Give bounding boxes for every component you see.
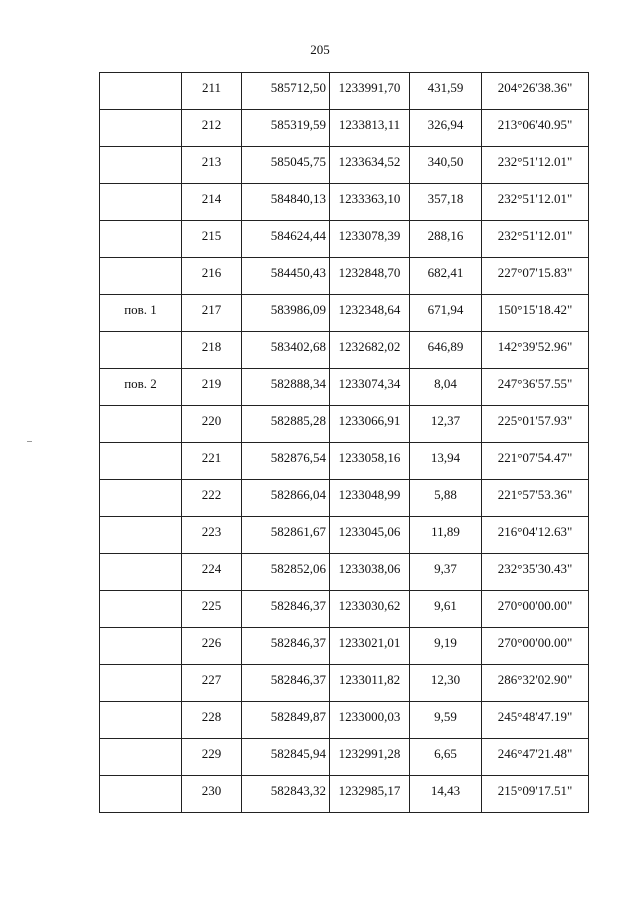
x-coordinate-cell-text: 582846,37 (270, 598, 326, 613)
angle-cell (482, 258, 589, 295)
point-number-cell (182, 221, 242, 258)
y-coordinate-cell-text: 1233030,62 (338, 598, 401, 613)
y-coordinate-cell (330, 554, 410, 591)
turn-label-cell (100, 406, 182, 443)
turn-label-cell-text: пов. 2 (124, 376, 157, 391)
length-cell-text: 326,94 (427, 117, 464, 132)
length-cell (410, 295, 482, 332)
turn-label-cell (100, 591, 182, 628)
angle-cell (482, 295, 589, 332)
x-coordinate-cell (242, 369, 330, 406)
length-cell-text: 646,89 (427, 339, 464, 354)
table-row (100, 480, 589, 517)
angle-cell-text: 286°32'02.90" (497, 672, 573, 687)
y-coordinate-cell-text: 1233058,16 (338, 450, 401, 465)
x-coordinate-cell-text: 582846,37 (270, 672, 326, 687)
table-row (100, 702, 589, 739)
angle-cell (482, 147, 589, 184)
table-row (100, 665, 589, 702)
angle-cell-text: 221°57'53.36" (497, 487, 573, 502)
length-cell-text: 288,16 (427, 228, 464, 243)
point-number-cell (182, 665, 242, 702)
turn-label-cell (100, 147, 182, 184)
table-row (100, 776, 589, 813)
point-number-cell (182, 110, 242, 147)
angle-cell-text: 246°47'21.48" (497, 746, 573, 761)
table-row (100, 554, 589, 591)
y-coordinate-cell (330, 517, 410, 554)
x-coordinate-cell-text: 584624,44 (270, 228, 326, 243)
angle-cell-text: 232°51'12.01" (497, 228, 573, 243)
x-coordinate-cell (242, 295, 330, 332)
length-cell (410, 591, 482, 628)
point-number-cell-text: 228 (201, 709, 222, 724)
angle-cell (482, 332, 589, 369)
angle-cell (482, 221, 589, 258)
y-coordinate-cell (330, 258, 410, 295)
table-row (100, 221, 589, 258)
x-coordinate-cell (242, 73, 330, 110)
angle-cell-text: 213°06'40.95" (497, 117, 573, 132)
point-number-cell (182, 776, 242, 813)
turn-label-cell (100, 443, 182, 480)
y-coordinate-cell-text: 1232991,28 (338, 746, 401, 761)
x-coordinate-cell (242, 591, 330, 628)
point-number-cell-text: 213 (201, 154, 222, 169)
x-coordinate-cell-text: 585712,50 (270, 80, 326, 95)
turn-label-cell (100, 184, 182, 221)
x-coordinate-cell (242, 443, 330, 480)
table-row (100, 443, 589, 480)
length-cell (410, 406, 482, 443)
x-coordinate-cell-text: 583986,09 (270, 302, 326, 317)
angle-cell (482, 406, 589, 443)
turn-label-cell (100, 739, 182, 776)
y-coordinate-cell (330, 147, 410, 184)
x-coordinate-cell (242, 702, 330, 739)
angle-cell (482, 591, 589, 628)
angle-cell-text: 270°00'00.00" (497, 598, 573, 613)
turn-label-cell (100, 776, 182, 813)
y-coordinate-cell (330, 406, 410, 443)
coordinates-table (99, 72, 589, 813)
table-row (100, 369, 589, 406)
y-coordinate-cell-text: 1232682,02 (338, 339, 401, 354)
y-coordinate-cell-text: 1233048,99 (338, 487, 401, 502)
x-coordinate-cell (242, 406, 330, 443)
y-coordinate-cell (330, 480, 410, 517)
table-row (100, 258, 589, 295)
y-coordinate-cell-text: 1233363,10 (338, 191, 401, 206)
x-coordinate-cell-text: 582888,34 (270, 376, 326, 391)
x-coordinate-cell-text: 583402,68 (270, 339, 326, 354)
y-coordinate-cell (330, 295, 410, 332)
x-coordinate-cell (242, 628, 330, 665)
point-number-cell-text: 220 (201, 413, 222, 428)
table-row (100, 147, 589, 184)
x-coordinate-cell-text: 582843,32 (270, 783, 326, 798)
length-cell (410, 73, 482, 110)
length-cell (410, 554, 482, 591)
angle-cell-text: 204°26'38.36" (497, 80, 573, 95)
x-coordinate-cell-text: 585319,59 (270, 117, 326, 132)
turn-label-cell (100, 332, 182, 369)
angle-cell (482, 110, 589, 147)
length-cell (410, 258, 482, 295)
point-number-cell (182, 702, 242, 739)
y-coordinate-cell-text: 1233045,06 (338, 524, 401, 539)
angle-cell (482, 73, 589, 110)
y-coordinate-cell-text: 1233078,39 (338, 228, 401, 243)
turn-label-cell (100, 480, 182, 517)
y-coordinate-cell (330, 73, 410, 110)
length-cell (410, 517, 482, 554)
y-coordinate-cell-text: 1233991,70 (338, 80, 401, 95)
angle-cell-text: 232°51'12.01" (497, 154, 573, 169)
length-cell-text: 9,61 (434, 598, 457, 613)
x-coordinate-cell-text: 582866,04 (270, 487, 326, 502)
y-coordinate-cell-text: 1233074,34 (338, 376, 401, 391)
angle-cell-text: 245°48'47.19" (497, 709, 573, 724)
angle-cell (482, 665, 589, 702)
margin-mark (27, 441, 32, 442)
x-coordinate-cell (242, 147, 330, 184)
x-coordinate-cell (242, 776, 330, 813)
turn-label-cell-text: пов. 1 (124, 302, 157, 317)
page-number: 205 (310, 42, 330, 57)
table-row (100, 591, 589, 628)
point-number-cell-text: 224 (201, 561, 222, 576)
table-row (100, 110, 589, 147)
length-cell-text: 12,37 (430, 413, 461, 428)
point-number-cell (182, 369, 242, 406)
point-number-cell-text: 214 (201, 191, 222, 206)
x-coordinate-cell (242, 739, 330, 776)
length-cell-text: 6,65 (434, 746, 457, 761)
point-number-cell (182, 443, 242, 480)
y-coordinate-cell-text: 1233634,52 (338, 154, 401, 169)
angle-cell-text: 270°00'00.00" (497, 635, 573, 650)
length-cell-text: 8,04 (434, 376, 457, 391)
length-cell (410, 443, 482, 480)
length-cell-text: 9,59 (434, 709, 457, 724)
turn-label-cell (100, 369, 182, 406)
point-number-cell (182, 628, 242, 665)
length-cell (410, 147, 482, 184)
x-coordinate-cell (242, 184, 330, 221)
length-cell (410, 739, 482, 776)
angle-cell-text: 232°35'30.43" (497, 561, 573, 576)
angle-cell (482, 776, 589, 813)
point-number-cell (182, 554, 242, 591)
y-coordinate-cell (330, 184, 410, 221)
point-number-cell (182, 295, 242, 332)
point-number-cell-text: 226 (201, 635, 222, 650)
x-coordinate-cell (242, 517, 330, 554)
length-cell (410, 665, 482, 702)
point-number-cell-text: 229 (201, 746, 222, 761)
length-cell-text: 12,30 (430, 672, 461, 687)
table-row (100, 739, 589, 776)
y-coordinate-cell (330, 776, 410, 813)
y-coordinate-cell-text: 1233813,11 (338, 117, 401, 132)
y-coordinate-cell-text: 1233011,82 (338, 672, 401, 687)
y-coordinate-cell-text: 1233066,91 (338, 413, 401, 428)
point-number-cell-text: 230 (201, 783, 222, 798)
point-number-cell (182, 591, 242, 628)
y-coordinate-cell (330, 665, 410, 702)
x-coordinate-cell-text: 582876,54 (270, 450, 326, 465)
y-coordinate-cell-text: 1233038,06 (338, 561, 401, 576)
x-coordinate-cell-text: 582845,94 (270, 746, 326, 761)
point-number-cell-text: 222 (201, 487, 222, 502)
turn-label-cell (100, 258, 182, 295)
x-coordinate-cell-text: 585045,75 (270, 154, 326, 169)
point-number-cell-text: 223 (201, 524, 222, 539)
x-coordinate-cell-text: 582849,87 (270, 709, 326, 724)
point-number-cell-text: 216 (201, 265, 222, 280)
turn-label-cell (100, 554, 182, 591)
x-coordinate-cell (242, 332, 330, 369)
y-coordinate-cell (330, 591, 410, 628)
angle-cell-text: 142°39'52.96" (497, 339, 573, 354)
turn-label-cell (100, 702, 182, 739)
angle-cell-text: 227°07'15.83" (497, 265, 573, 280)
table-row (100, 332, 589, 369)
y-coordinate-cell-text: 1233000,03 (338, 709, 401, 724)
y-coordinate-cell (330, 739, 410, 776)
angle-cell-text: 232°51'12.01" (497, 191, 573, 206)
x-coordinate-cell (242, 110, 330, 147)
x-coordinate-cell (242, 221, 330, 258)
angle-cell (482, 369, 589, 406)
table-row (100, 517, 589, 554)
length-cell-text: 340,50 (427, 154, 464, 169)
x-coordinate-cell (242, 480, 330, 517)
angle-cell (482, 702, 589, 739)
y-coordinate-cell (330, 110, 410, 147)
turn-label-cell (100, 295, 182, 332)
angle-cell (482, 517, 589, 554)
turn-label-cell (100, 517, 182, 554)
point-number-cell-text: 221 (201, 450, 222, 465)
length-cell-text: 14,43 (430, 783, 461, 798)
y-coordinate-cell (330, 369, 410, 406)
point-number-cell (182, 739, 242, 776)
y-coordinate-cell (330, 221, 410, 258)
x-coordinate-cell-text: 582861,67 (270, 524, 326, 539)
turn-label-cell (100, 665, 182, 702)
point-number-cell (182, 184, 242, 221)
angle-cell (482, 554, 589, 591)
length-cell-text: 9,19 (434, 635, 457, 650)
length-cell-text: 9,37 (434, 561, 457, 576)
angle-cell-text: 225°01'57.93" (497, 413, 573, 428)
length-cell-text: 357,18 (427, 191, 464, 206)
table-row (100, 295, 589, 332)
angle-cell-text: 150°15'18.42" (497, 302, 573, 317)
angle-cell-text: 216°04'12.63" (497, 524, 573, 539)
y-coordinate-cell (330, 628, 410, 665)
point-number-cell-text: 212 (201, 117, 222, 132)
y-coordinate-cell-text: 1232985,17 (338, 783, 401, 798)
length-cell-text: 13,94 (430, 450, 461, 465)
point-number-cell-text: 211 (201, 80, 222, 95)
point-number-cell-text: 217 (201, 302, 222, 317)
table-row (100, 184, 589, 221)
length-cell (410, 628, 482, 665)
angle-cell (482, 628, 589, 665)
length-cell (410, 332, 482, 369)
length-cell (410, 369, 482, 406)
length-cell (410, 702, 482, 739)
angle-cell-text: 221°07'54.47" (497, 450, 573, 465)
point-number-cell (182, 258, 242, 295)
point-number-cell (182, 332, 242, 369)
x-coordinate-cell (242, 665, 330, 702)
angle-cell (482, 480, 589, 517)
length-cell (410, 480, 482, 517)
length-cell-text: 671,94 (427, 302, 464, 317)
point-number-cell-text: 225 (201, 598, 222, 613)
angle-cell (482, 443, 589, 480)
table-row (100, 628, 589, 665)
point-number-cell (182, 147, 242, 184)
angle-cell (482, 739, 589, 776)
point-number-cell (182, 73, 242, 110)
point-number-cell (182, 517, 242, 554)
angle-cell-text: 215°09'17.51" (497, 783, 573, 798)
x-coordinate-cell-text: 582852,06 (270, 561, 326, 576)
angle-cell-text: 247°36'57.55" (497, 376, 573, 391)
x-coordinate-cell (242, 258, 330, 295)
length-cell-text: 5,88 (434, 487, 457, 502)
point-number-cell (182, 480, 242, 517)
angle-cell (482, 184, 589, 221)
y-coordinate-cell (330, 702, 410, 739)
y-coordinate-cell-text: 1232848,70 (338, 265, 401, 280)
length-cell (410, 776, 482, 813)
length-cell-text: 682,41 (427, 265, 464, 280)
length-cell (410, 184, 482, 221)
table-row (100, 73, 589, 110)
x-coordinate-cell-text: 582885,28 (270, 413, 326, 428)
x-coordinate-cell-text: 584840,13 (270, 191, 326, 206)
table-row (100, 406, 589, 443)
point-number-cell-text: 227 (201, 672, 222, 687)
coordinates-table-body (100, 73, 589, 813)
turn-label-cell (100, 110, 182, 147)
turn-label-cell (100, 221, 182, 258)
y-coordinate-cell (330, 332, 410, 369)
length-cell-text: 431,59 (427, 80, 464, 95)
y-coordinate-cell-text: 1233021,01 (338, 635, 401, 650)
length-cell-text: 11,89 (431, 524, 460, 539)
y-coordinate-cell-text: 1232348,64 (338, 302, 401, 317)
x-coordinate-cell (242, 554, 330, 591)
x-coordinate-cell-text: 584450,43 (270, 265, 326, 280)
y-coordinate-cell (330, 443, 410, 480)
point-number-cell-text: 219 (201, 376, 222, 391)
point-number-cell-text: 215 (201, 228, 222, 243)
point-number-cell (182, 406, 242, 443)
turn-label-cell (100, 628, 182, 665)
length-cell (410, 221, 482, 258)
point-number-cell-text: 218 (201, 339, 222, 354)
turn-label-cell (100, 73, 182, 110)
length-cell (410, 110, 482, 147)
x-coordinate-cell-text: 582846,37 (270, 635, 326, 650)
